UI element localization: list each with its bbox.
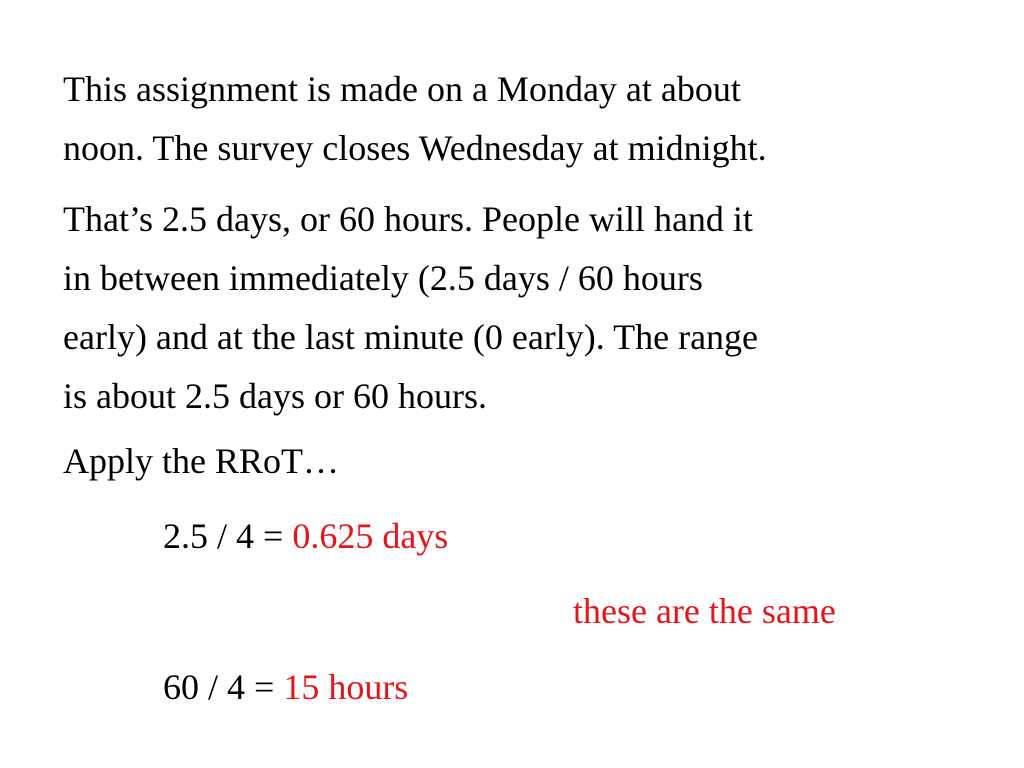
- hours-result: 15 hours: [283, 667, 409, 707]
- text-line: Apply the RRoT…: [63, 441, 339, 481]
- explanation-paragraph: [63, 190, 983, 426]
- days-calculation: [163, 514, 448, 558]
- text-line: in between immediately (2.5 days / 60 hours: [63, 258, 703, 298]
- text-line: early) and at the last minute (0 early). The range: [63, 317, 759, 357]
- hours-calculation: [163, 665, 408, 709]
- text-line: This assignment is made on a Monday at about: [63, 69, 741, 109]
- days-result: 0.625 days: [292, 516, 449, 556]
- apply-rule-paragraph: [63, 432, 983, 491]
- hours-expression: 60 / 4 =: [163, 667, 284, 707]
- text-line: is about 2.5 days or 60 hours.: [63, 376, 487, 416]
- text-line: That’s 2.5 days, or 60 hours. People will hand it: [63, 199, 753, 239]
- text-line: noon. The survey closes Wednesday at midnight.: [63, 128, 767, 168]
- same-note: these are the same: [573, 591, 836, 631]
- days-expression: 2.5 / 4 =: [163, 516, 293, 556]
- intro-paragraph: [63, 60, 983, 178]
